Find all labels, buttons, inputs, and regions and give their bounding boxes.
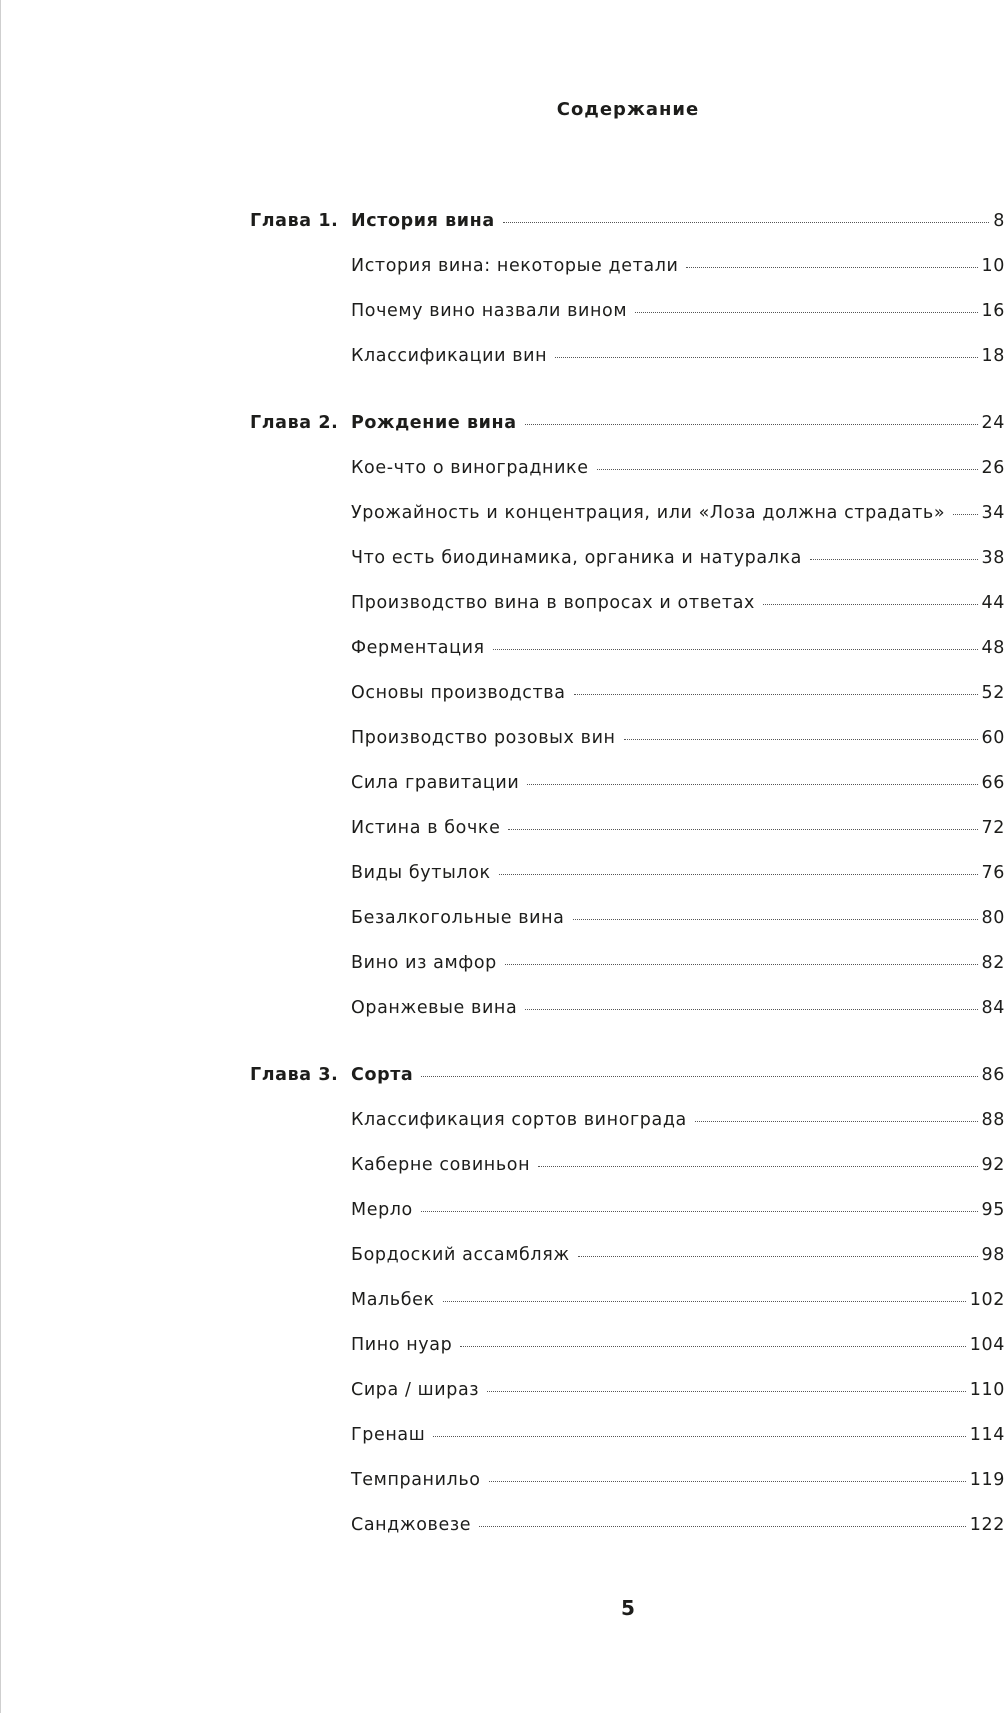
entry-title: Ферментация [351,638,485,658]
entry-title: Классификации вин [351,346,548,366]
entry-page-number: 60 [981,728,1005,748]
entry-page-number: 102 [969,1290,1005,1310]
toc-entry-row[interactable] [351,256,1005,282]
toc-entry-row[interactable] [351,773,1005,799]
entry-title: Оранжевые вина [351,998,518,1018]
entry-page-number: 84 [981,998,1005,1018]
entry-page-number: 34 [981,503,1005,523]
dot-leader [810,559,978,560]
entry-page-number: 119 [969,1470,1005,1490]
entry-title: Вино из амфор [351,953,497,973]
toc-entry-row[interactable] [351,953,1005,979]
toc-entry-row[interactable] [351,1200,1005,1226]
toc-entry-row[interactable] [351,548,1005,574]
entry-page-number: 24 [981,413,1005,433]
entry-page-number: 38 [981,548,1005,568]
toc-chapter-row[interactable] [250,211,1005,237]
entry-page-number: 95 [981,1200,1005,1220]
toc-entry-row[interactable] [351,683,1005,709]
dot-leader [555,357,977,358]
toc-entry-row[interactable] [351,1155,1005,1181]
toc-chapter-row[interactable] [250,413,1005,439]
chapter-title: Рождение вина [351,413,517,433]
entry-page-number: 10 [981,256,1005,276]
dot-leader [953,514,977,515]
entry-page-number: 92 [981,1155,1005,1175]
chapter-number: Глава 3. [250,1065,339,1085]
toc-entry-row[interactable] [351,1110,1005,1136]
dot-leader [508,829,977,830]
entry-page-number: 82 [981,953,1005,973]
entry-title: Бордоский ассамбляж [351,1245,570,1265]
entry-title: Мальбек [351,1290,435,1310]
dot-leader [578,1256,978,1257]
dot-leader [574,694,978,695]
entry-title: Производство розовых вин [351,728,616,748]
dot-leader [597,469,978,470]
toc-entry-row[interactable] [351,1245,1005,1271]
dot-leader [479,1526,966,1527]
toc-entry-row[interactable] [351,346,1005,372]
toc-entry-row[interactable] [351,638,1005,664]
entry-title: Темпранильо [351,1470,481,1490]
chapter-title: История вина [351,211,495,231]
toc-entry-row[interactable] [351,301,1005,327]
dot-leader [525,1009,977,1010]
toc-entry-row[interactable] [351,908,1005,934]
toc-entry-row[interactable] [351,593,1005,619]
entry-page-number: 72 [981,818,1005,838]
chapter-title: Сорта [351,1065,414,1085]
dot-leader [695,1121,978,1122]
dot-leader [525,424,978,425]
entry-page-number: 104 [969,1335,1005,1355]
entry-page-number: 18 [981,346,1005,366]
dot-leader [443,1301,966,1302]
entry-page-number: 66 [981,773,1005,793]
toc-entry-row[interactable] [351,998,1005,1024]
toc-entry-row[interactable] [351,1335,1005,1361]
dot-leader [499,874,978,875]
toc-entry-row[interactable] [351,728,1005,754]
entry-page-number: 26 [981,458,1005,478]
toc-entry-row[interactable] [351,503,1005,529]
page-title: Содержание [556,99,700,120]
entry-title: Санджовезе [351,1515,472,1535]
entry-page-number: 88 [981,1110,1005,1130]
entry-title: Истина в бочке [351,818,501,838]
toc-entry-row[interactable] [351,1470,1005,1496]
entry-page-number: 76 [981,863,1005,883]
entry-page-number: 114 [969,1425,1005,1445]
dot-leader [493,649,978,650]
entry-page-number: 122 [969,1515,1005,1535]
dot-leader [538,1166,977,1167]
entry-title: Сира / шираз [351,1380,480,1400]
entry-title: Кое-что о винограднике [351,458,589,478]
dot-leader [489,1481,966,1482]
entry-page-number: 52 [981,683,1005,703]
dot-leader [763,604,978,605]
entry-page-number: 110 [969,1380,1005,1400]
entry-title: Урожайность и концентрация, или «Лоза должна страдать» [351,503,946,523]
entry-title: Виды бутылок [351,863,491,883]
chapter-number: Глава 2. [250,413,339,433]
toc-entry-row[interactable] [351,863,1005,889]
entry-title: История вина: некоторые детали [351,256,679,276]
entry-title: Пино нуар [351,1335,453,1355]
dot-leader [421,1211,978,1212]
entry-page-number: 48 [981,638,1005,658]
dot-leader [686,267,977,268]
toc-entry-row[interactable] [351,1380,1005,1406]
toc-entry-row[interactable] [351,1425,1005,1451]
toc-chapter-row[interactable] [250,1065,1005,1091]
dot-leader [421,1076,977,1077]
entry-title: Что есть биодинамика, органика и натуралка [351,548,802,568]
entry-title: Мерло [351,1200,413,1220]
entry-title: Почему вино назвали вином [351,301,628,321]
entry-title: Безалкогольные вина [351,908,565,928]
entry-page-number: 80 [981,908,1005,928]
toc-entry-row[interactable] [351,458,1005,484]
dot-leader [635,312,977,313]
dot-leader [503,222,990,223]
entry-title: Сила гравитации [351,773,520,793]
dot-leader [573,919,978,920]
page-number: 5 [621,1596,635,1620]
toc-entry-row[interactable] [351,818,1005,844]
entry-page-number: 8 [993,211,1005,231]
toc-entry-row[interactable] [351,1515,1005,1541]
entry-title: Основы производства [351,683,566,703]
page-edge-line [0,0,1,1713]
entry-page-number: 16 [981,301,1005,321]
entry-page-number: 44 [981,593,1005,613]
dot-leader [460,1346,966,1347]
toc-entry-row[interactable] [351,1290,1005,1316]
chapter-number: Глава 1. [250,211,339,231]
entry-title: Гренаш [351,1425,426,1445]
entry-title: Классификация сортов винограда [351,1110,687,1130]
dot-leader [433,1436,965,1437]
dot-leader [487,1391,966,1392]
entry-page-number: 98 [981,1245,1005,1265]
entry-title: Производство вина в вопросах и ответах [351,593,755,613]
entry-page-number: 86 [981,1065,1005,1085]
dot-leader [624,739,978,740]
entry-title: Каберне совиньон [351,1155,531,1175]
dot-leader [527,784,977,785]
dot-leader [505,964,978,965]
